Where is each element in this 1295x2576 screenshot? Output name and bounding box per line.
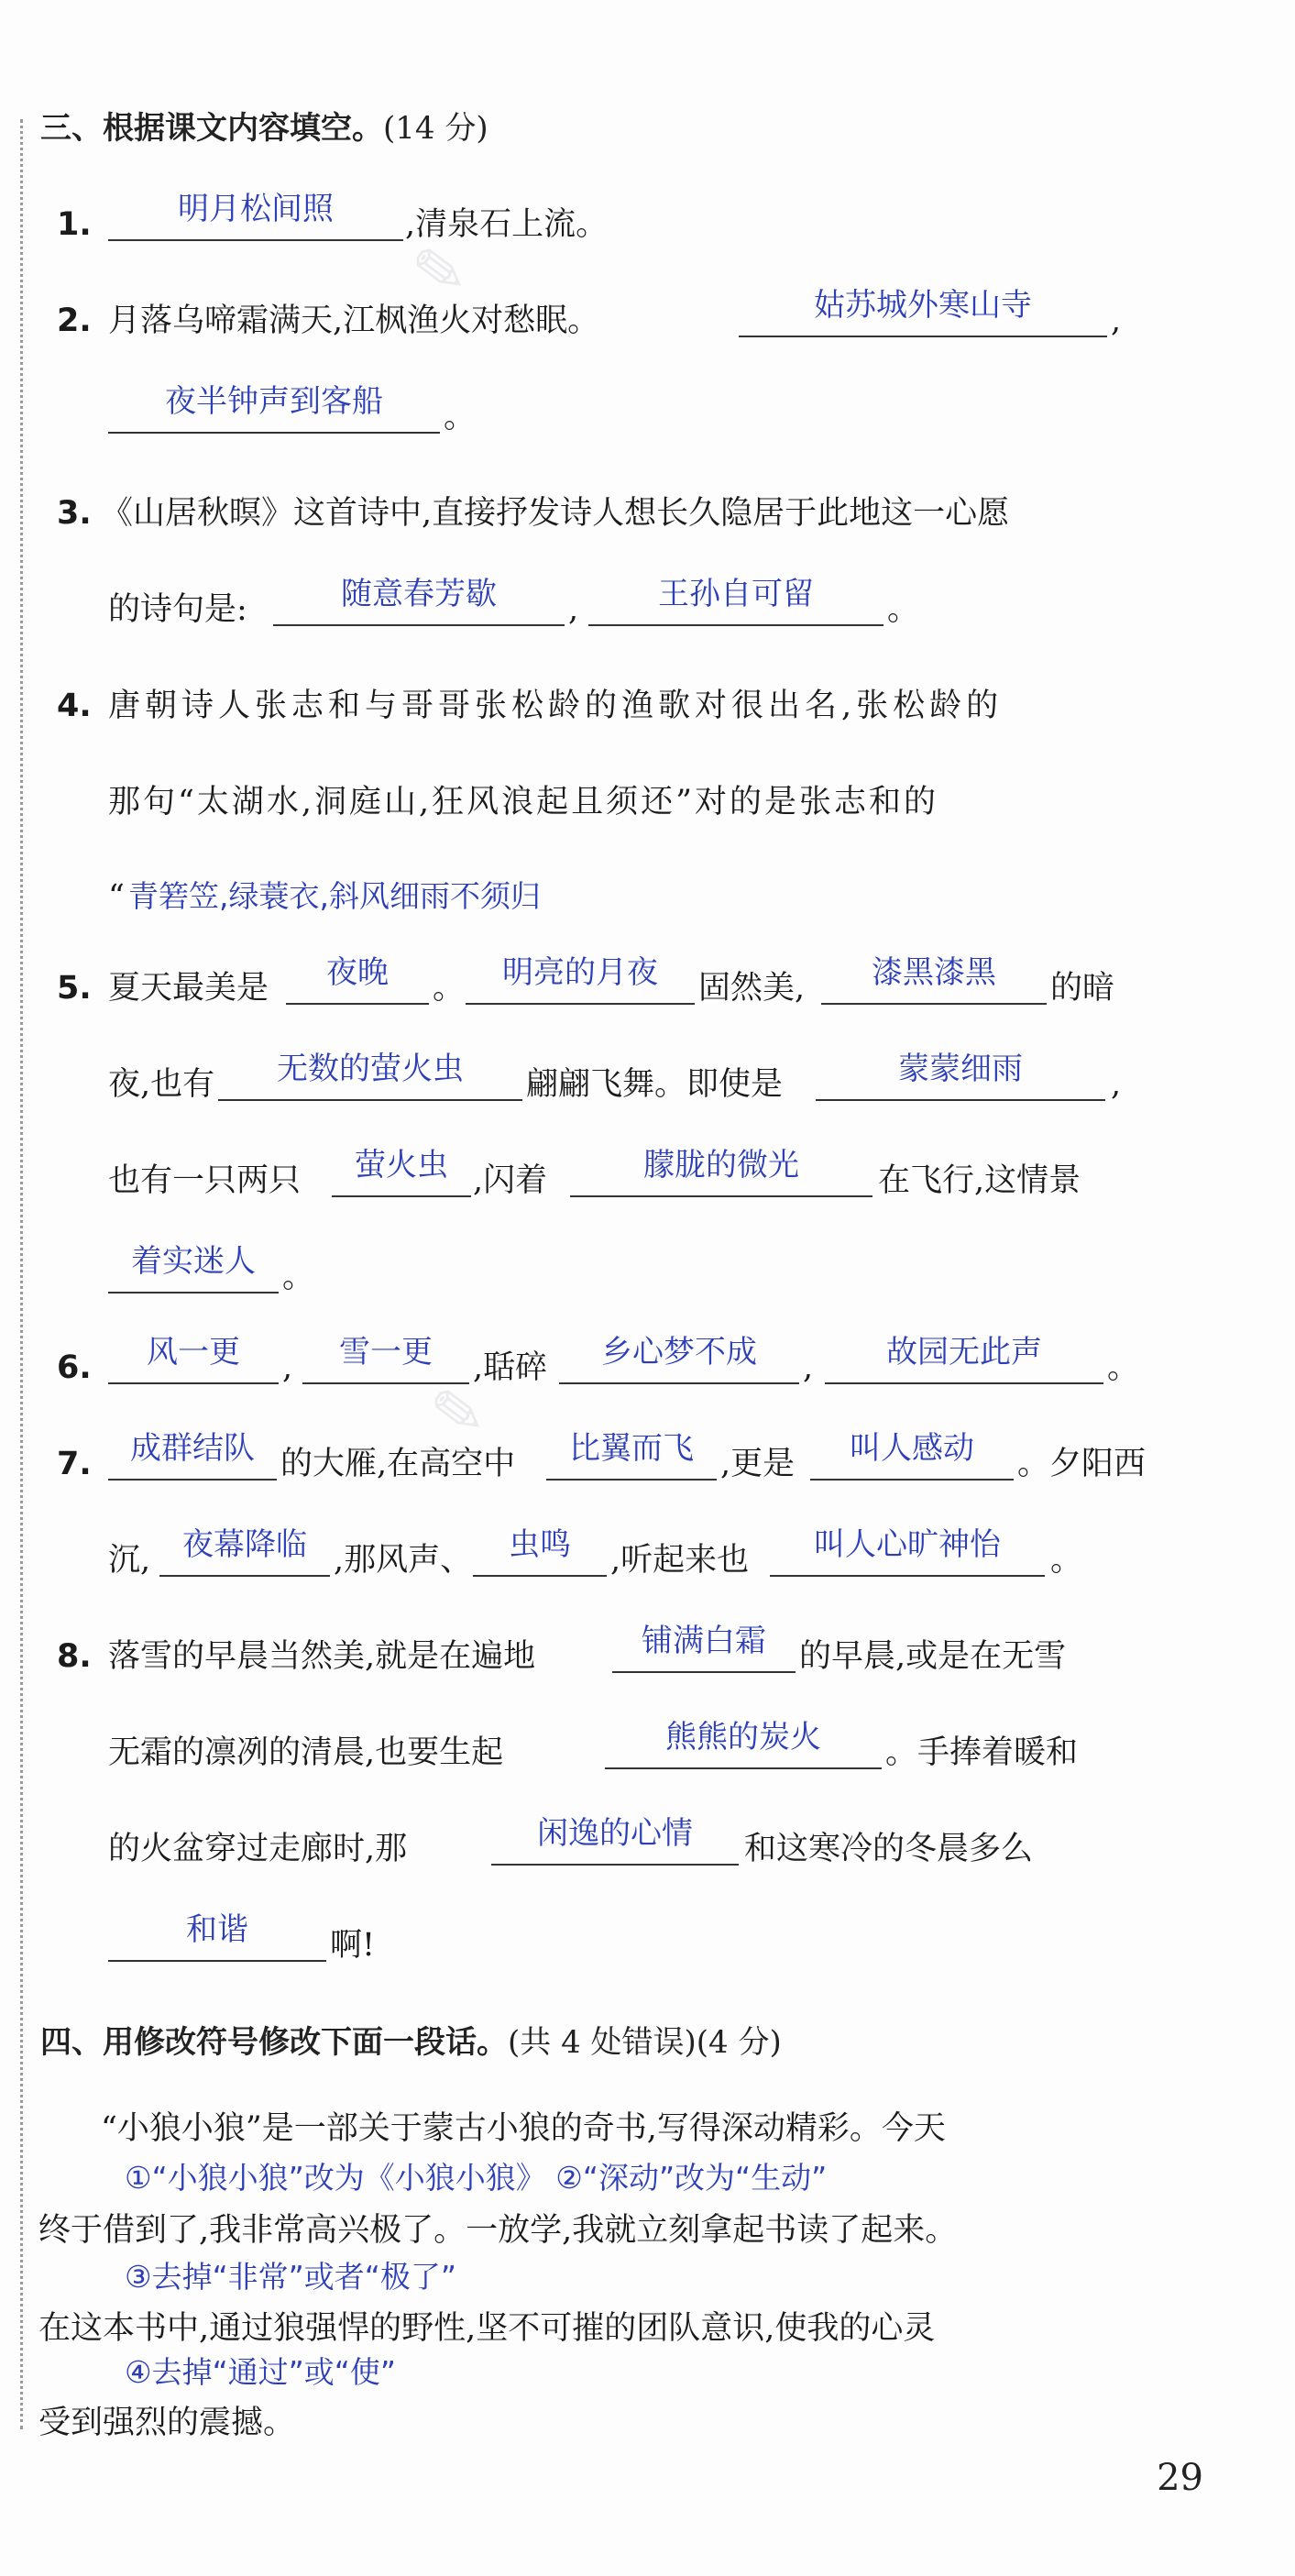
answer-blank — [108, 1334, 279, 1384]
question-number: 6. — [57, 1349, 92, 1386]
question-text: 翩翩飞舞。即使是 — [526, 1066, 784, 1103]
handwritten-answer: 叫人感动 — [850, 1430, 974, 1467]
answer-blank — [821, 954, 1047, 1005]
section-title-text: 三、根据课文内容填空。 — [40, 110, 383, 147]
handwritten-answer: 姑苏城外寒山寺 — [814, 287, 1032, 324]
question-1 — [0, 191, 1295, 252]
handwritten-answer: 虫鸣 — [509, 1526, 571, 1563]
answer-blank — [559, 1334, 799, 1384]
handwritten-answer: 叫人心旷神怡 — [814, 1526, 1001, 1563]
answer-blank — [810, 1430, 1014, 1481]
handwritten-correction-3: ④去掉“通过”或“使” — [125, 2354, 396, 2390]
handwritten-answer: 着实迷人 — [131, 1243, 256, 1280]
handwritten-answer: 夜幕降临 — [182, 1526, 307, 1563]
question-text: 也有一只两只 — [108, 1162, 302, 1199]
section-4-title — [40, 2017, 782, 2062]
question-text: ,闪着 — [473, 1162, 548, 1199]
question-text: , — [1111, 303, 1122, 339]
handwritten-answer: 成群结队 — [130, 1430, 255, 1467]
watermark: ✎ — [425, 1371, 490, 1454]
handwritten-answer: 雪一更 — [339, 1334, 433, 1371]
question-text: 啊! — [330, 1927, 376, 1964]
question-text: 《山居秋暝》这首诗中,直接抒发诗人想长久隐居于此地这一心愿 — [101, 495, 1010, 532]
question-5-cont — [0, 1051, 1295, 1112]
section-3-title — [40, 103, 488, 148]
question-text: 和这寒冷的冬晨多么 — [744, 1831, 1034, 1867]
question-3-cont — [0, 576, 1295, 637]
question-8-cont3 — [0, 1911, 1295, 1973]
handwritten-answer: 铺满白霜 — [642, 1623, 766, 1659]
handwritten-answer: 无数的萤火虫 — [277, 1051, 464, 1087]
question-text: ,那风声、 — [334, 1542, 473, 1579]
answer-blank — [605, 1719, 882, 1769]
question-8 — [0, 1623, 1295, 1684]
question-text: 无霜的凛冽的清晨,也要生起 — [108, 1734, 504, 1771]
handwritten-answer: 随意春芳歇 — [341, 576, 497, 612]
handwritten-answer: 熊熊的炭火 — [665, 1719, 821, 1756]
question-number: 1. — [57, 206, 92, 243]
question-text: 。夕阳西 — [1017, 1446, 1147, 1482]
page-number: 29 — [1157, 2457, 1203, 2499]
answer-blank — [770, 1526, 1045, 1577]
question-7 — [0, 1430, 1295, 1492]
question-text: 夜,也有 — [108, 1066, 215, 1103]
handwritten-answer: 青箬笠,绿蓑衣,斜风细雨不须归 — [128, 878, 541, 914]
answer-blank — [108, 383, 440, 434]
answer-blank — [825, 1334, 1103, 1384]
answer-blank — [570, 1147, 872, 1197]
answer-blank — [612, 1623, 796, 1673]
question-4 — [0, 678, 1295, 733]
section-points: (4 分) — [696, 2024, 782, 2061]
handwritten-answer: 王孙自可留 — [658, 576, 814, 612]
question-4-cont2 — [0, 869, 1295, 924]
section-points: (14 分) — [383, 110, 488, 147]
passage-line-3: 在这本书中,通过狼强悍的野性,坚不可摧的团队意识,使我的心灵 — [38, 2310, 936, 2347]
answer-blank — [302, 1334, 469, 1384]
question-5-cont2 — [0, 1147, 1295, 1208]
answer-blank — [108, 191, 403, 241]
question-5-cont3 — [0, 1243, 1295, 1305]
watermark: ✎ — [407, 230, 472, 313]
handwritten-answer: 夜晚 — [326, 954, 389, 991]
answer-blank — [491, 1815, 739, 1866]
question-number: 5. — [57, 970, 92, 1007]
question-8-cont — [0, 1719, 1295, 1780]
handwritten-answer: 故园无此声 — [886, 1334, 1042, 1371]
question-text: ,更是 — [720, 1446, 796, 1482]
section-title-text: 四、用修改符号修改下面一段话。 — [40, 2024, 508, 2061]
handwritten-correction-2: ③去掉“非常”或者“极了” — [125, 2259, 456, 2295]
question-text: 的暗 — [1050, 970, 1115, 1007]
handwritten-answer: 和谐 — [186, 1911, 248, 1948]
answer-blank — [816, 1051, 1105, 1101]
question-number: 7. — [57, 1446, 92, 1482]
question-text: 。 — [1050, 1542, 1083, 1579]
question-text: 落雪的早晨当然美,就是在遍地 — [108, 1638, 536, 1675]
question-3 — [0, 486, 1295, 541]
question-7-cont — [0, 1526, 1295, 1588]
question-text: 的火盆穿过走廊时,那 — [108, 1831, 408, 1867]
handwritten-answer: 闲逸的心情 — [537, 1815, 693, 1852]
handwritten-answer: 明月松间照 — [178, 191, 334, 227]
answer-blank — [108, 1243, 279, 1294]
handwritten-answer: 漆黑漆黑 — [872, 954, 996, 991]
question-text: 。 — [433, 970, 466, 1007]
question-number: 2. — [57, 303, 92, 339]
section-note: (共 4 处错误) — [508, 2024, 697, 2061]
question-4-cont — [0, 775, 1295, 830]
answer-blank — [286, 954, 429, 1005]
answer-blank — [588, 576, 883, 626]
question-text: ,清泉石上流。 — [405, 206, 609, 243]
answer-blank — [108, 1911, 326, 1962]
question-text: 唐朝诗人张志和与哥哥张松龄的渔歌对很出名,张松龄的 — [108, 688, 1004, 724]
question-number: 8. — [57, 1638, 92, 1675]
answer-blank — [218, 1051, 522, 1101]
question-2 — [0, 287, 1295, 348]
handwritten-answer: 明亮的月夜 — [502, 954, 658, 991]
passage-line-1: “小狼小狼”是一部关于蒙古小狼的奇书,写得深动精彩。今天 — [101, 2110, 946, 2147]
answer-blank — [546, 1430, 717, 1481]
handwritten-answer: 蒙蒙细雨 — [898, 1051, 1023, 1087]
answer-blank — [332, 1147, 471, 1197]
question-text: , — [1111, 1066, 1122, 1103]
question-2-cont — [0, 383, 1295, 445]
handwritten-answer: 夜半钟声到客船 — [165, 383, 383, 420]
handwritten-answer: 朦胧的微光 — [643, 1147, 799, 1183]
passage-line-4: 受到强烈的震撼。 — [38, 2405, 296, 2441]
question-text: , — [568, 591, 579, 628]
question-text: 那句“太湖水,洞庭山,狂风浪起且须还”对的是张志和的 — [108, 784, 939, 820]
question-text: ,聒碎 — [473, 1349, 548, 1386]
question-5 — [0, 954, 1295, 1016]
question-text: 在飞行,这情景 — [878, 1162, 1081, 1199]
question-text: 夏天最美是 — [108, 970, 269, 1007]
question-text: , — [803, 1349, 814, 1386]
question-8-cont2 — [0, 1815, 1295, 1877]
question-text: 的诗句是: — [108, 591, 247, 628]
answer-blank — [273, 576, 565, 626]
question-text: 。手捧着暖和 — [885, 1734, 1079, 1771]
passage-line-2: 终于借到了,我非常高兴极了。一放学,我就立刻拿起书读了起来。 — [38, 2212, 958, 2249]
handwritten-answer: 乡心梦不成 — [601, 1334, 757, 1371]
question-text: 固然美, — [698, 970, 806, 1007]
answer-blank — [466, 954, 695, 1005]
question-text: 沉, — [108, 1542, 151, 1579]
question-text: 的大雁,在高空中 — [280, 1446, 516, 1482]
question-text: 。 — [282, 1259, 315, 1295]
question-text: , — [282, 1349, 293, 1386]
answer-blank — [159, 1526, 330, 1577]
handwritten-answer: 萤火虫 — [355, 1147, 448, 1183]
question-text: 。 — [444, 399, 477, 435]
question-text: 。 — [887, 591, 920, 628]
question-text: 的早晨,或是在无雪 — [799, 1638, 1067, 1675]
question-number: 4. — [57, 688, 92, 724]
question-number: 3. — [57, 495, 92, 532]
answer-blank — [473, 1526, 607, 1577]
handwritten-answer: 风一更 — [147, 1334, 240, 1371]
question-text: 。 — [1107, 1349, 1140, 1386]
answer-blank — [108, 1430, 277, 1481]
question-text: 月落乌啼霜满天,江枫渔火对愁眠。 — [108, 303, 600, 339]
handwritten-answer: 比翼而飞 — [569, 1430, 694, 1467]
question-6 — [0, 1334, 1295, 1395]
handwritten-correction-1: ①“小狼小狼”改为《小狼小狼》 ②“深动”改为“生动” — [125, 2160, 828, 2196]
answer-blank — [739, 287, 1107, 337]
question-text: “ — [108, 878, 125, 915]
question-text: ,听起来也 — [610, 1542, 750, 1579]
